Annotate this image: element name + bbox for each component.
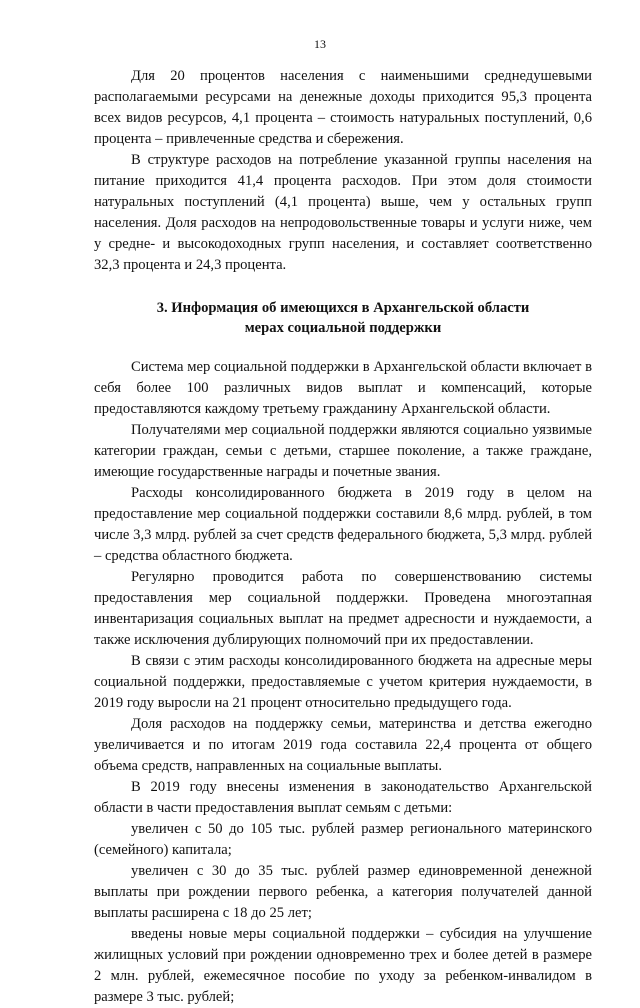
paragraph: Регулярно проводится работа по совершенствованию системы предоставления мер социальной поддержки. Проведена многоэтапная инвентаризация социальных выплат на предмет адресности и нуждаемости, а также исключения дублирующих полномочий при их предоставлении. <box>94 569 592 648</box>
document-body <box>94 66 592 1008</box>
section-heading-line: мерах социальной поддержки <box>244 320 442 336</box>
list-item: введены новые меры социальной поддержки – субсидия на улучшение жилищных условий при рождении одновременно трех и более детей в размере 2 млн. рублей, ежемесячное пособие по уходу за ребенком-инвалидом в размере 3 тыс. рублей; <box>94 926 592 1005</box>
paragraph: Доля расходов на поддержку семьи, материнства и детства ежегодно увеличивается и по итогам 2019 года составила 22,4 процента от общего объема средств, направленных на социальные выплаты. <box>94 716 592 774</box>
paragraph: В связи с этим расходы консолидированного бюджета на адресные меры социальной поддержки, предоставляемые с учетом критерия нуждаемости, в 2019 году выросли на 21 процент относительно предыдущего года. <box>94 653 592 711</box>
paragraph: Расходы консолидированного бюджета в 2019 году в целом на предоставление мер социальной поддержки составили 8,6 млрд. рублей, в том числе 3,3 млрд. рублей за счет средств федерального бюджета, 5,3 млрд. рублей – средства областного бюджета. <box>94 485 592 564</box>
list-item: увеличен с 30 до 35 тыс. рублей размер единовременной денежной выплаты при рождении первого ребенка, а категория получателей данной выплаты расширена с 18 до 25 лет; <box>94 863 592 921</box>
section-heading <box>94 298 592 338</box>
paragraph: Система мер социальной поддержки в Архангельской области включает в себя более 100 различных видов выплат и компенсаций, которые предоставляются каждому третьему гражданину Архангельской области. <box>94 359 592 417</box>
paragraph: В структуре расходов на потребление указанной группы населения на питание приходится 41,4 процента расходов. При этом доля стоимости натуральных поступлений (4,1 процента) выше, чем у остальных групп населения. Доля расходов на непродовольственные товары и услуги ниже, чем у средне- и высокодоходных групп населения, и составляет соответственно 32,3 процента и 24,3 процента. <box>94 152 592 273</box>
paragraph: Получателями мер социальной поддержки являются социально уязвимые категории граждан, семьи с детьми, старшее поколение, а также граждане, имеющие государственные награды и почетные звания. <box>94 422 592 480</box>
section-heading-line: 3. Информация об имеющихся в Архангельской области <box>156 300 530 316</box>
paragraph: Для 20 процентов населения с наименьшими среднедушевыми располагаемыми ресурсами на денежные доходы приходится 95,3 процента всех видов ресурсов, 4,1 процента – стоимость натуральных поступлений, 0,6 процента – привлеченные средства и сбережения. <box>94 68 592 147</box>
page-number: 13 <box>314 37 326 51</box>
paragraph: В 2019 году внесены изменения в законодательство Архангельской области в части предоставления выплат семьям с детьми: <box>94 779 592 816</box>
list-item: увеличен с 50 до 105 тыс. рублей размер регионального материнского (семейного) капитала; <box>94 821 592 858</box>
